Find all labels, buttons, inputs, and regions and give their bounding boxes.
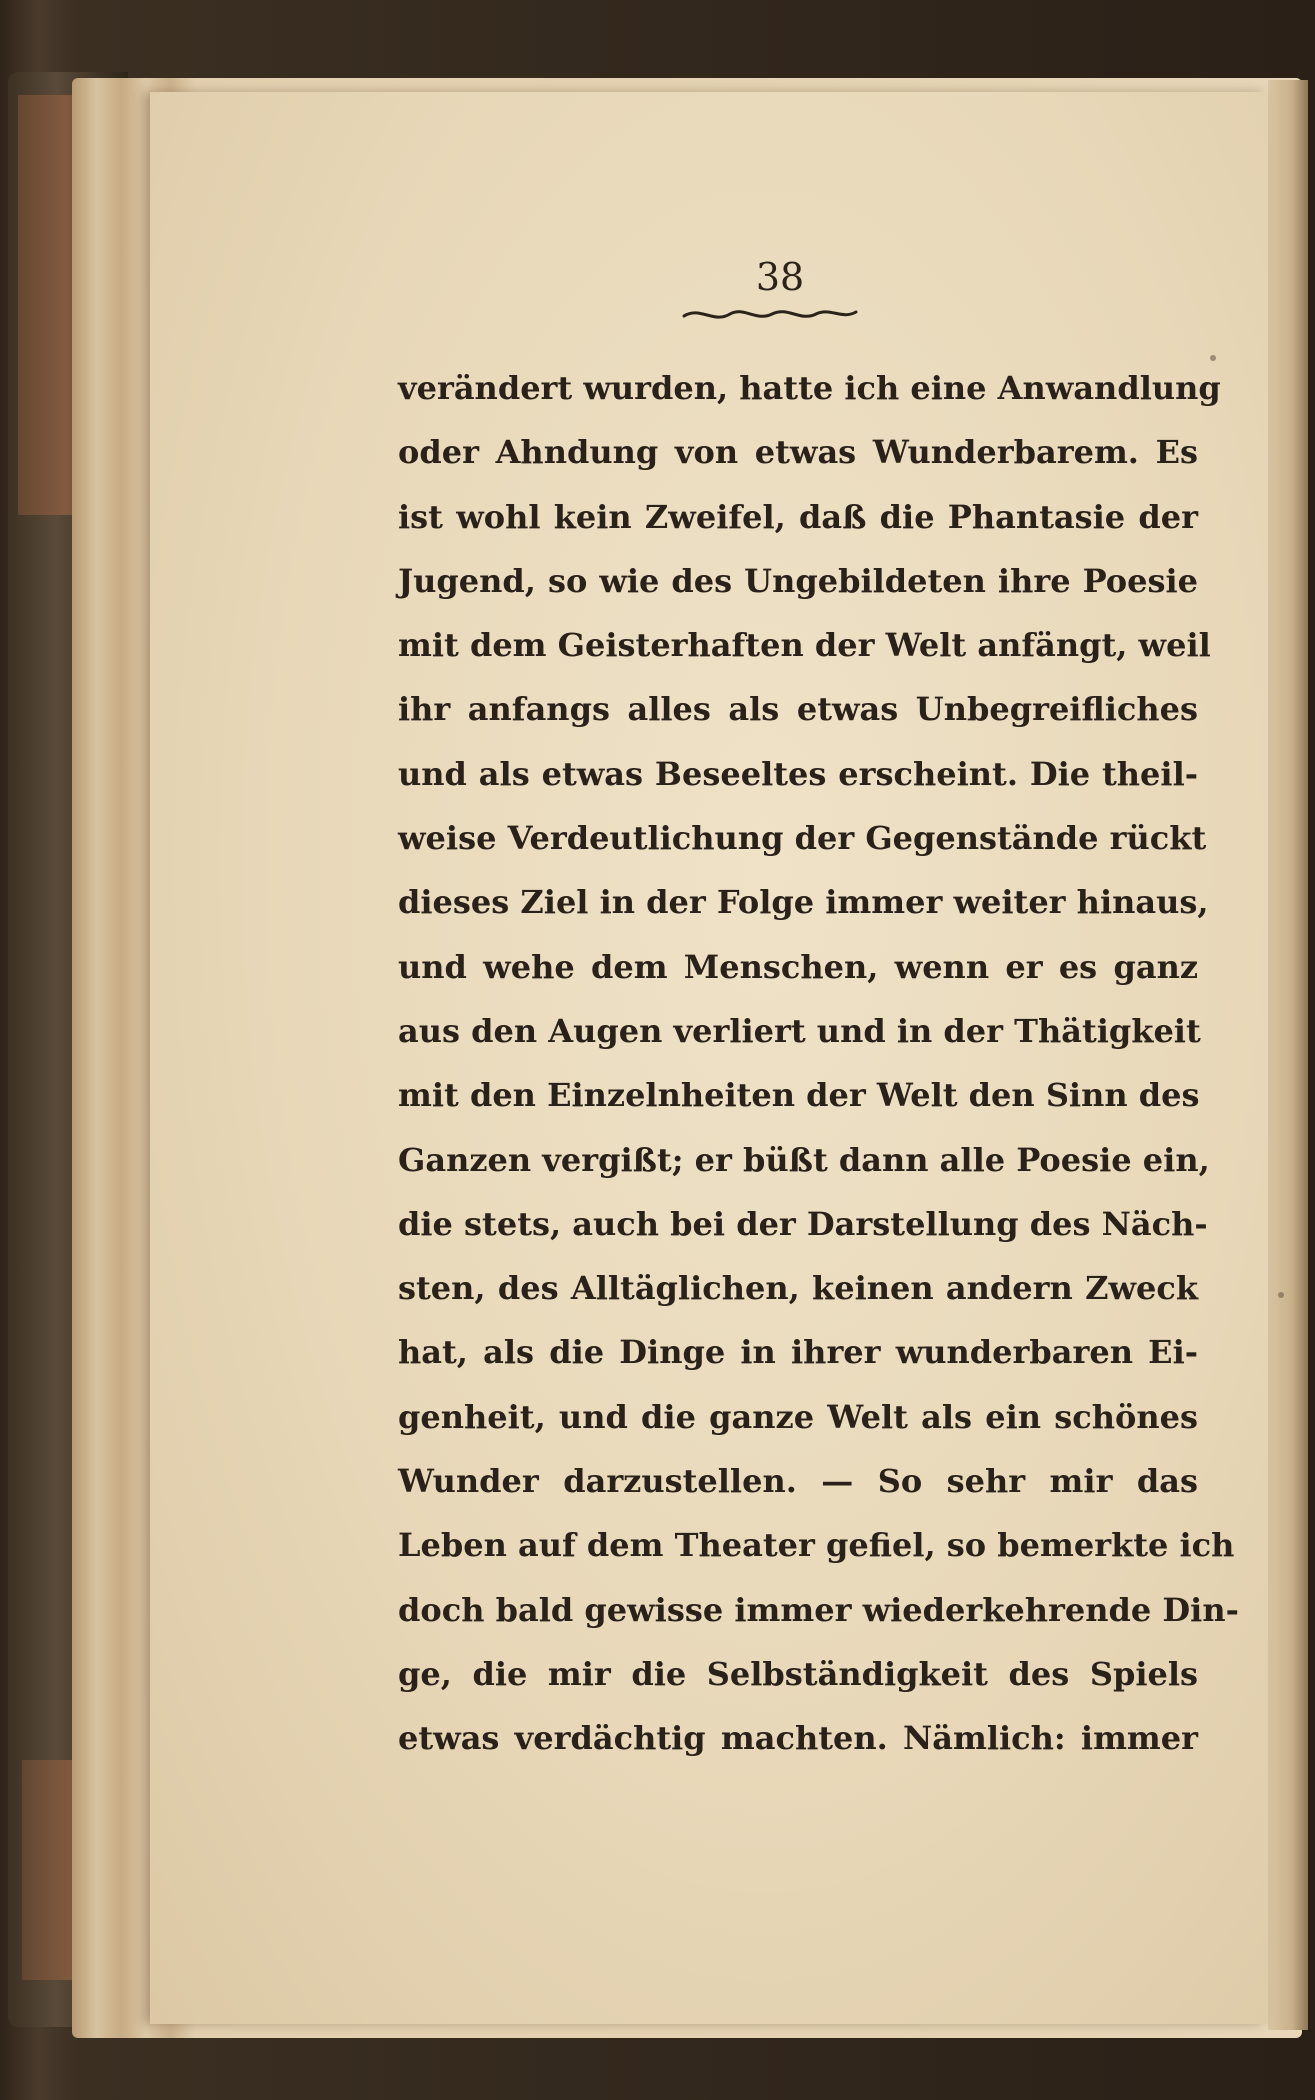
text-line: Jugend, so wie des Ungebildeten ihre Poesie: [398, 561, 1198, 600]
ornament-divider: [680, 302, 860, 326]
text-line: genheit, und die ganze Welt als ein schönes: [398, 1397, 1198, 1436]
paper-speck: [1210, 355, 1216, 361]
text-line: ge, die mir die Selbständigkeit des Spiels: [398, 1654, 1198, 1693]
text-line: oder Ahndung von etwas Wunderbarem. Es: [398, 433, 1198, 472]
text-line: ist wohl kein Zweifel, daß die Phantasie der: [398, 497, 1198, 536]
text-line: ihr anfangs alles als etwas Unbegreifliches: [398, 690, 1198, 729]
text-line: und wehe dem Menschen, wenn er es ganz: [398, 947, 1198, 986]
body-text: [398, 356, 1239, 1771]
text-line: Wunder darzustellen. — So sehr mir das: [398, 1462, 1198, 1501]
text-line: Leben auf dem Theater gefiel, so bemerkte ich: [398, 1526, 1235, 1565]
text-line: Ganzen vergißt; er büßt dann alle Poesie ein,: [398, 1140, 1210, 1179]
page-number: 38: [755, 255, 805, 299]
text-line: weise Verdeutlichung der Gegenstände rückt: [398, 819, 1207, 858]
text-line: die stets, auch bei der Darstellung des Näch-: [398, 1204, 1208, 1243]
paper-speck: [1278, 1292, 1284, 1298]
text-line: doch bald gewisse immer wiederkehrende Din-: [398, 1590, 1239, 1629]
text-line: etwas verdächtig machten. Nämlich: immer: [398, 1719, 1198, 1758]
text-line: und als etwas Beseeltes erscheint. Die theil-: [398, 754, 1198, 793]
text-line: verändert wurden, hatte ich eine Anwandlung: [398, 369, 1221, 407]
text-line: mit dem Geisterhaften der Welt anfängt, weil: [398, 626, 1211, 665]
text-line: mit den Einzelnheiten der Welt den Sinn des: [398, 1076, 1200, 1115]
facing-page-edge: [1268, 80, 1308, 2030]
text-line: hat, als die Dinge in ihrer wunderbaren Ei-: [398, 1333, 1198, 1372]
text-line: sten, des Alltäglichen, keinen andern Zweck: [398, 1269, 1198, 1308]
text-line: aus den Augen verliert und in der Thätigkeit: [398, 1011, 1201, 1050]
text-line: dieses Ziel in der Folge immer weiter hinaus,: [398, 883, 1209, 922]
